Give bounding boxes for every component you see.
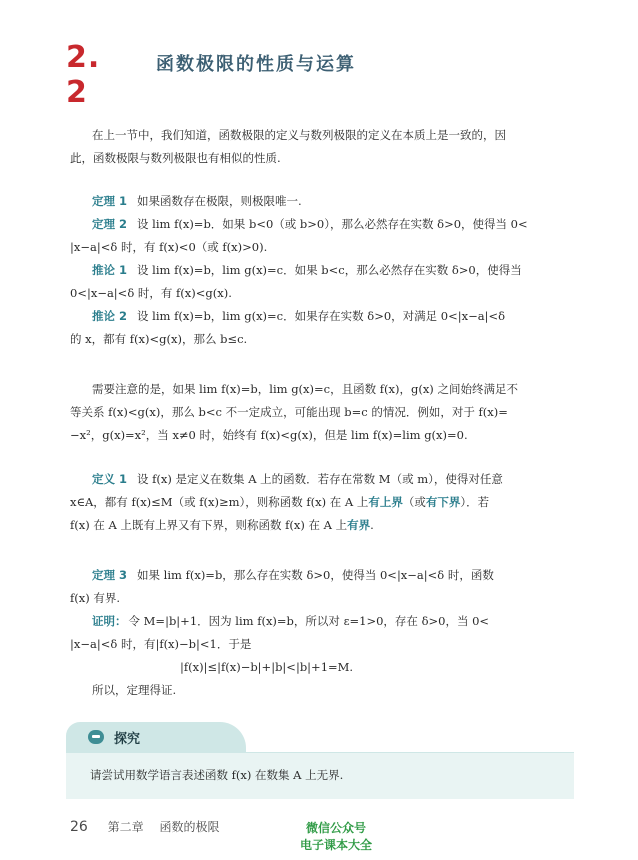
- definition-text-part: .: [370, 518, 374, 532]
- theorem-label: 定理 3: [92, 568, 128, 582]
- term-bounded: 有界: [347, 518, 371, 532]
- theorem-text: 如果 lim f(x)=b，那么存在实数 δ>0，使得当 0<|x−a|<δ 时，函数: [137, 568, 494, 582]
- chat-bubble-icon: [88, 730, 104, 744]
- page-number: 26: [70, 819, 88, 835]
- section-number: 2. 2: [66, 40, 101, 110]
- definition-text: [70, 491, 575, 514]
- corollary-label: 推论 2: [92, 309, 128, 323]
- theorem3-block: [70, 564, 575, 702]
- corollary-label: 推论 1: [92, 263, 128, 277]
- definition-text: [70, 514, 575, 537]
- proof-equation: |f(x)|≤|f(x)−b|+|b|<|b|+1=M.: [180, 660, 354, 674]
- proof: [70, 610, 575, 633]
- definition-text: 设 f(x) 是定义在数集 A 上的函数．若存在常数 M（或 m），使得对任意: [137, 472, 503, 486]
- proof-label: 证明：: [92, 614, 127, 628]
- page-footer: [70, 818, 220, 835]
- note-line: 需要注意的是，如果 lim f(x)=b，lim g(x)=c，且函数 f(x)，g(x) 之间始终满足不: [92, 382, 518, 396]
- theorem-3: [70, 564, 575, 587]
- definition-text-part: ）．若: [460, 495, 490, 509]
- intro-line: 在上一节中，我们知道，函数极限的定义与数列极限的定义在本质上是一致的，因: [92, 128, 506, 142]
- definition-block: [70, 468, 575, 537]
- proof-conclusion: 所以，定理得证.: [92, 683, 177, 697]
- definition-text-part: f(x) 在 A 上既有上界又有下界，则称函数 f(x) 在 A 上: [70, 518, 348, 532]
- corollary-text: 的 x，都有 f(x)<g(x)，那么 b≤c.: [70, 332, 248, 346]
- theorem-2: [70, 213, 575, 236]
- chapter-title: 函数的极限: [159, 820, 220, 834]
- definition-text-part: （或: [402, 495, 426, 509]
- definition-text-part: x∈A，都有 f(x)≤M（或 f(x)≥m），则称函数 f(x) 在 A 上: [70, 495, 369, 509]
- corollary-1: [70, 259, 575, 282]
- theorem-label: 定理 2: [92, 217, 128, 231]
- note-line: 等关系 f(x)<g(x)，那么 b<c 不一定成立，可能出现 b=c 的情况．例如，对于 f(x)=: [70, 405, 508, 419]
- section-title: 函数极限的性质与运算: [156, 54, 356, 75]
- theorem-block: [70, 190, 575, 351]
- theorem-text: 如果函数存在极限，则极限唯一.: [137, 194, 302, 208]
- proof-text: 令 M=|b|+1．因为 lim f(x)=b，所以对 ε=1>0，存在 δ>0，当 0<: [128, 614, 490, 628]
- theorem-label: 定理 1: [92, 194, 128, 208]
- watermark-line: 微信公众号: [305, 821, 366, 835]
- watermark: [276, 820, 396, 854]
- theorem-text: 设 lim f(x)=b．如果 b<0（或 b>0），那么必然存在实数 δ>0，使得当 0<: [137, 217, 528, 231]
- note-paragraph: [70, 378, 575, 447]
- intro-line: 此，函数极限与数列极限也有相似的性质.: [70, 151, 281, 165]
- explore-label: 探究: [114, 732, 141, 747]
- corollary-text: 设 lim f(x)=b，lim g(x)=c．如果 b<c，那么必然存在实数 δ>0，使得当: [137, 263, 522, 277]
- explore-box: [66, 722, 574, 790]
- corollary-2: [70, 305, 575, 328]
- term-lower-bound: 有下界: [425, 495, 461, 509]
- chapter-number: 第二章: [107, 820, 144, 834]
- corollary-text: 设 lim f(x)=b，lim g(x)=c．如果存在实数 δ>0，对满足 0<|x−a|<δ: [137, 309, 506, 323]
- theorem-text: f(x) 有界.: [70, 591, 121, 605]
- explore-tab: [66, 722, 226, 752]
- explore-text: 请尝试用数学语言表述函数 f(x) 在数集 A 上无界.: [90, 768, 344, 782]
- explore-body: [66, 752, 574, 799]
- theorem-1: [70, 190, 575, 213]
- definition-label: 定义 1: [92, 472, 128, 486]
- definition-1: [70, 468, 575, 491]
- theorem-text: |x−a|<δ 时，有 f(x)<0（或 f(x)>0).: [70, 240, 268, 254]
- note-line: −x²，g(x)=x²，当 x≠0 时，始终有 f(x)<g(x)，但是 lim f(x)=lim g(x)=0.: [70, 428, 468, 442]
- intro-paragraph: [70, 124, 575, 170]
- corollary-text: 0<|x−a|<δ 时，有 f(x)<g(x).: [70, 286, 232, 300]
- proof-text: |x−a|<δ 时，有|f(x)−b|<1．于是: [70, 637, 252, 651]
- term-upper-bound: 有上界: [368, 495, 403, 509]
- watermark-line: 电子课本大全: [299, 838, 372, 852]
